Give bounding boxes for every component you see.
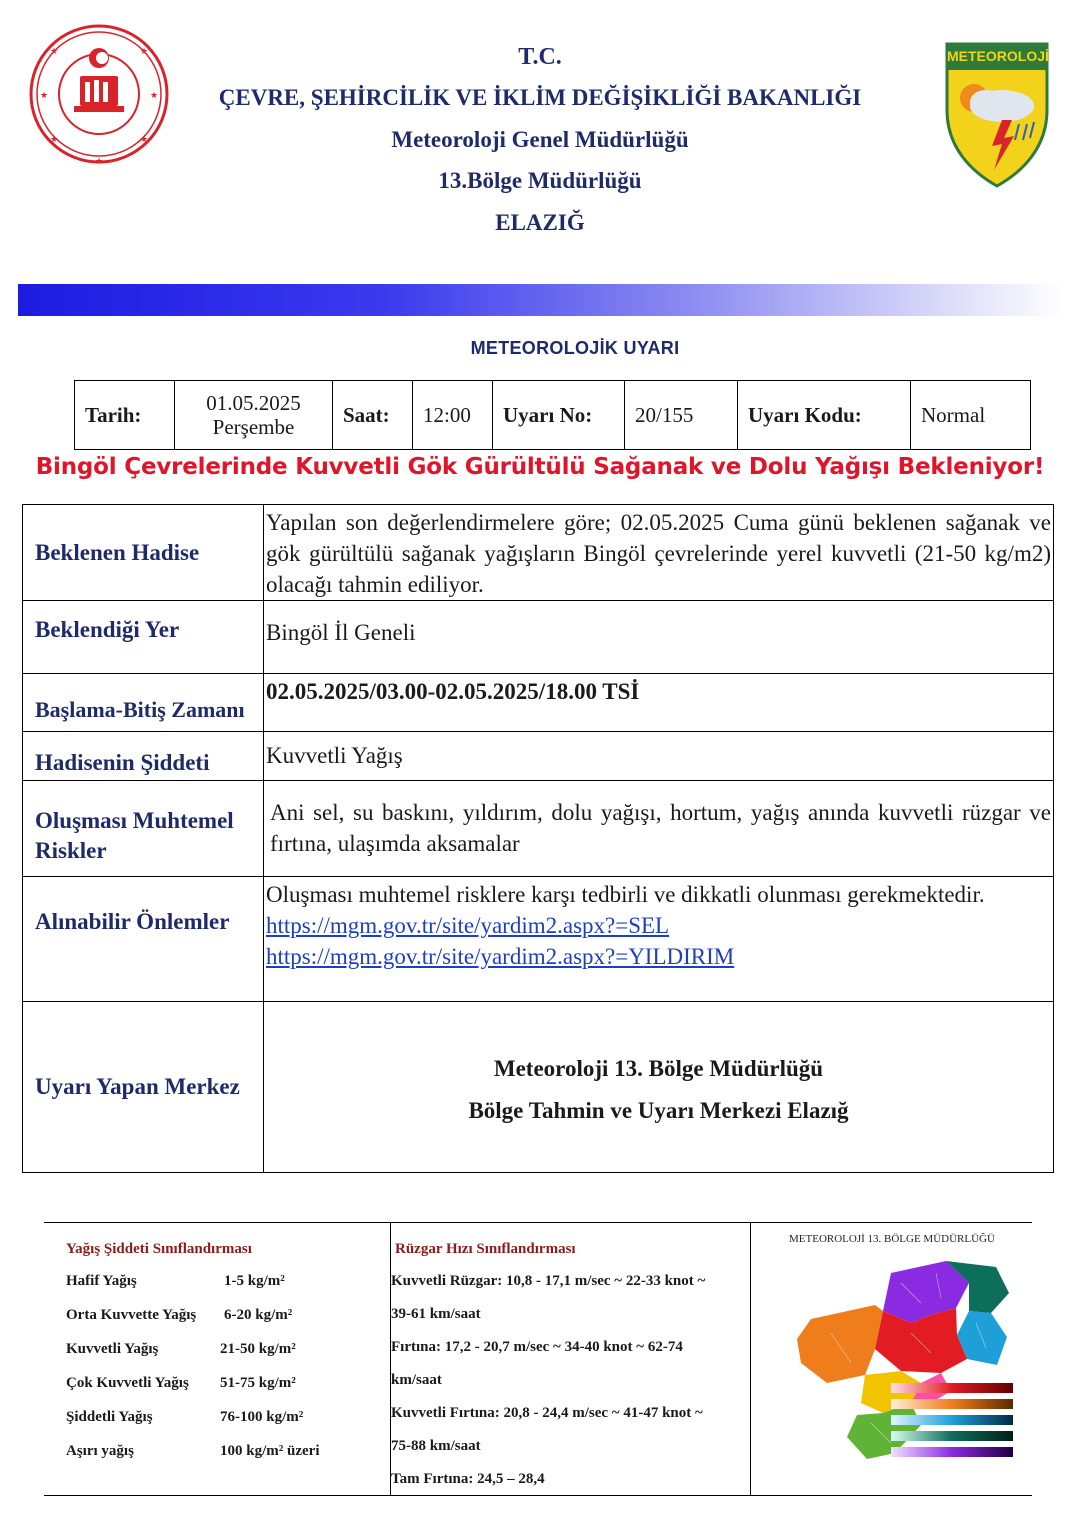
rain-class-name: Aşırı yağış <box>66 1443 134 1459</box>
center-label: Uyarı Yapan Merkez <box>23 1002 264 1172</box>
row-location <box>23 601 1053 674</box>
rain-scale-title: Yağış Şiddeti Sınıflandırması <box>66 1241 252 1257</box>
rain-class-value: 76-100 kg/m² <box>220 1409 304 1425</box>
regional-directorate: 13.Bölge Müdürlüğü <box>438 168 642 193</box>
measures-cell <box>264 877 1053 1001</box>
rain-class-name: Kuvvetli Yağış <box>66 1341 159 1357</box>
logo-text: METEOROLOJİ <box>947 48 1049 64</box>
city-name: ELAZIĞ <box>495 210 585 235</box>
center-line1: Meteoroloji 13. Bölge Müdürlüğü <box>493 1056 824 1081</box>
warning-no-label: Uyarı No: <box>493 381 625 449</box>
date-label: Tarih: <box>75 381 175 449</box>
region-map-panel <box>751 1223 1032 1495</box>
location-label: Beklendiği Yer <box>23 601 264 673</box>
time-range-value: 02.05.2025/03.00-02.05.2025/18.00 TSİ <box>266 679 640 704</box>
rain-class-value: 1-5 kg/m² <box>224 1273 285 1289</box>
warning-headline: Bingöl Çevrelerinde Kuvvetli Gök Gürültülü Sağanak ve Dolu Yağışı Bekleniyor! <box>35 454 1045 480</box>
directorate-name: Meteoroloji Genel Müdürlüğü <box>391 127 689 152</box>
time-label: Saat: <box>333 381 413 449</box>
rain-class-name: Çok Kuvvetli Yağış <box>66 1375 189 1391</box>
row-risks <box>23 781 1053 877</box>
wind-class-line: Kuvvetli Rüzgar: 10,8 - 17,1 m/sec ~ 22-33 knot ~ <box>391 1273 706 1289</box>
svg-text:★: ★ <box>50 47 59 57</box>
wind-scale-title: Rüzgar Hızı Sınıflandırması <box>395 1241 576 1257</box>
svg-text:★: ★ <box>150 91 159 101</box>
ministry-name: ÇEVRE, ŞEHİRCİLİK VE İKLİM DEĞİŞİKLİĞİ BAKANLIĞI <box>218 85 862 110</box>
rain-class-name: Hafif Yağış <box>66 1273 137 1289</box>
row-issuing-center <box>23 1002 1053 1172</box>
yildirim-link[interactable]: https://mgm.gov.tr/site/yardim2.aspx?=YILDIRIM <box>266 944 735 969</box>
warning-info-row <box>74 380 1031 450</box>
date-cell <box>175 381 333 449</box>
legend-bar-orange <box>891 1399 1013 1409</box>
severity-label: Hadisenin Şiddeti <box>23 732 264 780</box>
svg-text:★: ★ <box>140 47 149 57</box>
date-value: 01.05.2025 <box>206 391 301 415</box>
rain-scale-panel <box>44 1223 391 1495</box>
row-measures <box>23 877 1053 1002</box>
wind-class-line: 39-61 km/saat <box>391 1306 481 1322</box>
legend-bar-red <box>891 1383 1013 1393</box>
warning-code-value: Normal <box>921 402 986 427</box>
measures-label: Alınabilir Önlemler <box>23 877 264 1001</box>
warning-code-label: Uyarı Kodu: <box>738 381 911 449</box>
header-divider-bar <box>18 284 1064 316</box>
risks-value: Ani sel, su baskını, yıldırım, dolu yağışı, hortum, yağış anında kuvvetli rüzgar ve fırtına, ulaşımda aksamalar <box>270 800 1051 856</box>
wind-class-line: Kuvvetli Fırtına: 20,8 - 24,4 m/sec ~ 41-47 knot ~ <box>391 1405 703 1421</box>
risks-label: Oluşması Muhtemel Riskler <box>23 781 264 876</box>
meteoroloji-logo <box>944 40 1050 188</box>
wind-scale-panel <box>391 1223 751 1495</box>
warning-details-table <box>22 504 1054 1173</box>
rain-class-name: Orta Kuvvette Yağış <box>66 1307 197 1323</box>
wind-class-line: Fırtına: 17,2 - 20,7 m/sec ~ 34-40 knot ~ 62-74 <box>391 1339 683 1355</box>
time-value: 12:00 <box>413 381 493 449</box>
wind-class-line: Tam Fırtına: 24,5 – 28,4 <box>391 1471 545 1487</box>
rain-class-value: 6-20 kg/m² <box>224 1307 293 1323</box>
legend-bar-green <box>891 1431 1013 1441</box>
map-legend <box>891 1383 1013 1457</box>
wind-class-line: 75-88 km/saat <box>391 1438 481 1454</box>
svg-text:★: ★ <box>140 135 149 145</box>
legend-bar-blue <box>891 1415 1013 1425</box>
time-range-label: Başlama-Bitiş Zamanı <box>23 674 264 731</box>
expected-event-value: Yapılan son değerlendirmelere göre; 02.05.2025 Cuma günü beklenen sağanak ve gök gürültülü sağanak yağışların Bingöl çevrelerinde yerel kuvvetli (21-50 kg/m2) olacağı tahmin ediliyor. <box>266 510 1051 597</box>
classification-panel <box>44 1222 1032 1496</box>
center-cell <box>264 1002 1053 1172</box>
warning-no-value: 20/155 <box>625 381 738 449</box>
day-value: Perşembe <box>212 415 295 439</box>
rain-class-value: 51-75 kg/m² <box>220 1375 296 1391</box>
center-line2: Bölge Tahmin ve Uyarı Merkezi Elazığ <box>468 1098 849 1123</box>
row-time-range <box>23 674 1053 732</box>
legend-bar-purple <box>891 1447 1013 1457</box>
svg-text:★: ★ <box>50 135 59 145</box>
wind-class-line: km/saat <box>391 1372 442 1388</box>
map-title: METEOROLOJİ 13. BÖLGE MÜDÜRLÜĞÜ <box>789 1233 995 1245</box>
svg-text:★: ★ <box>95 157 104 167</box>
svg-text:★: ★ <box>40 91 49 101</box>
header-tc: T.C. <box>518 44 562 70</box>
severity-value: Kuvvetli Yağış <box>266 743 403 768</box>
row-severity <box>23 732 1053 781</box>
rain-class-name: Şiddetli Yağış <box>66 1409 153 1425</box>
document-title: METEOROLOJİK UYARI <box>470 338 680 358</box>
expected-event-label: Beklenen Hadise <box>23 505 264 600</box>
sel-link[interactable]: https://mgm.gov.tr/site/yardim2.aspx?=SEL <box>266 913 670 938</box>
measures-text: Oluşması muhtemel risklere karşı tedbirli ve dikkatli olunması gerekmektedir. <box>266 882 985 907</box>
location-value: Bingöl İl Geneli <box>266 620 416 645</box>
rain-class-value: 100 kg/m² üzeri <box>220 1443 320 1459</box>
rain-class-value: 21-50 kg/m² <box>220 1341 296 1357</box>
row-expected-event <box>23 505 1053 601</box>
